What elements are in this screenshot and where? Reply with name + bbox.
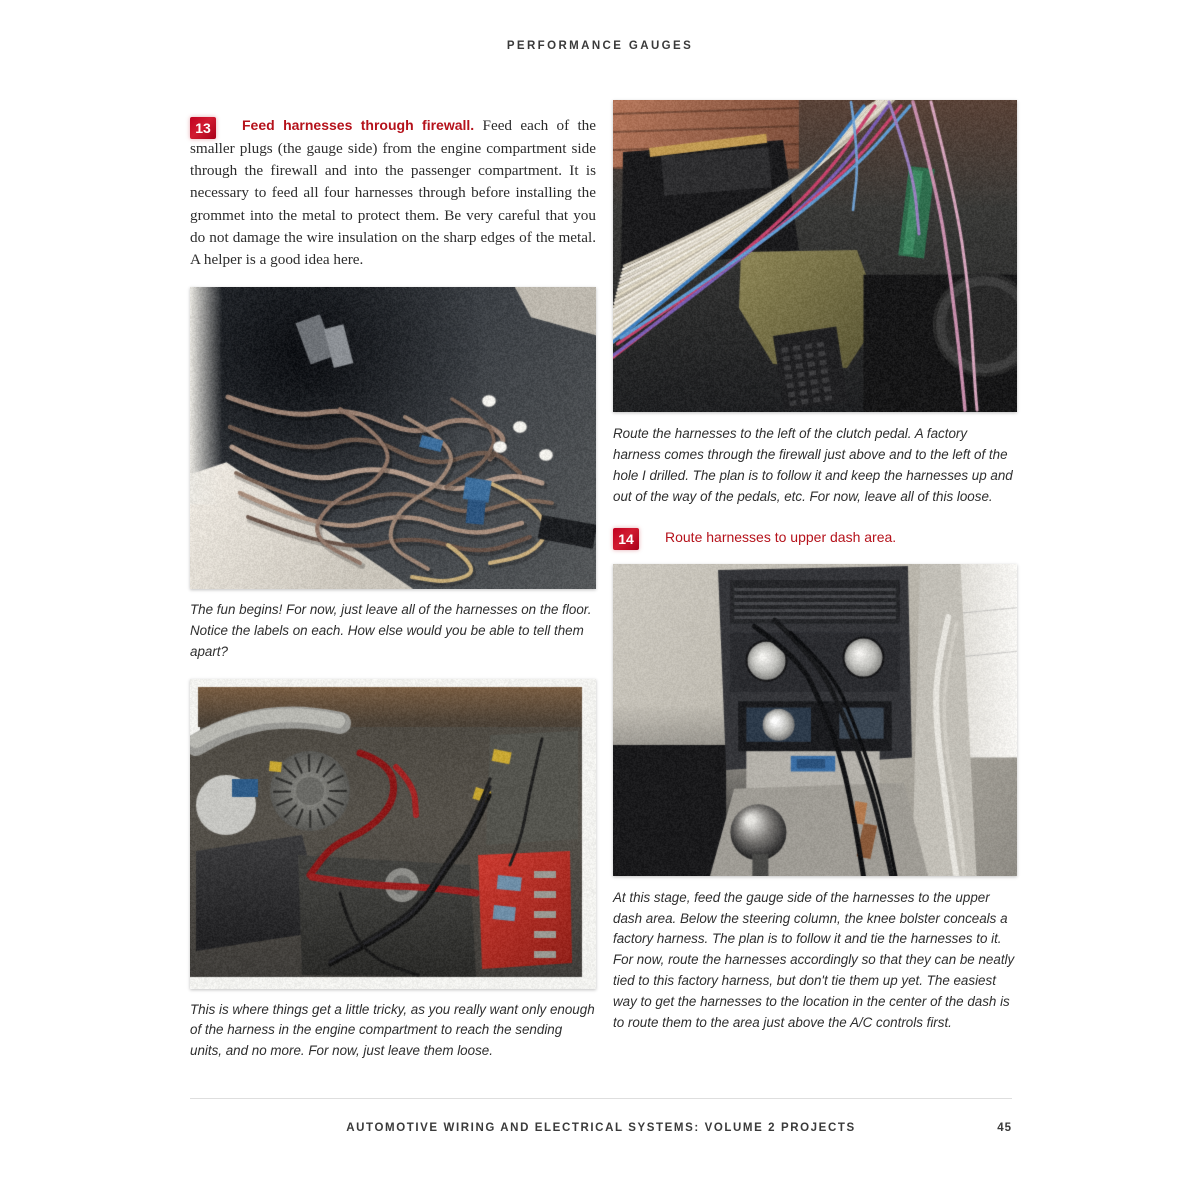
center-dash-console-photo bbox=[613, 564, 1017, 876]
step-number-badge-13: 13 bbox=[190, 117, 216, 139]
caption-harnesses-on-floorboard: The fun begins! For now, just leave all of the harnesses on the floor. Notice the labels on each. How else would you be able to tell them apart? bbox=[190, 601, 592, 659]
step-13-text: Feed each of the smaller plugs (the gauge side) from the engine compartment side through the firewall and into the passenger compartment. It is necessary to feed all four harnesses through before installing the grommet into the metal to protect them. Be very careful that you do not damage the wire insulation on the sharp edges of the metal. A helper is a good idea here. bbox=[190, 117, 596, 269]
engine-compartment-photo bbox=[190, 679, 596, 989]
left-column bbox=[190, 100, 596, 1062]
wires-past-clutch-pedal-photo bbox=[613, 100, 1017, 412]
footer-divider bbox=[190, 1098, 1012, 1099]
step-14-block bbox=[613, 526, 1017, 552]
footer-title: AUTOMOTIVE WIRING AND ELECTRICAL SYSTEMS: VOLUME 2 PROJECTS bbox=[346, 1122, 856, 1134]
caption-clutch-pedal-routing: Route the harnesses to the left of the clutch pedal. A factory harness comes through the firewall just above and to the left of the hole I drilled. The plan is to follow it and keep the harnesses up and out of the way of the pedals, etc. For now, leave all of this loose. bbox=[613, 426, 1013, 504]
right-column bbox=[613, 100, 1017, 1034]
running-head: PERFORMANCE GAUGES bbox=[506, 40, 694, 52]
caption-upper-dash-routing: At this stage, feed the gauge side of the harnesses to the upper dash area. Below the steering column, the knee bolster conceals a factory harness. The plan is to follow it and tie the harnesses to it. For now, route the harnesses accordingly so that they can be neatly tied to this factory harness, but don't tie them up yet. The easiest way to get the harnesses to the location in the center of the dash is to route them to the area just above the A/C controls first. bbox=[613, 889, 1015, 1031]
footer-page-number: 45 bbox=[997, 1122, 1012, 1134]
step-14-lead: Route harnesses to upper dash area. bbox=[665, 528, 897, 545]
step-13-lead: Feed harnesses through firewall. bbox=[242, 117, 475, 134]
caption-engine-compartment: This is where things get a little tricky, as you really want only enough of the harness in the engine compartment to reach the sending units, and no more. For now, just leave them loose. bbox=[190, 1001, 595, 1059]
step-13-block bbox=[190, 115, 596, 271]
step-number-badge-14: 14 bbox=[613, 528, 639, 550]
step-13-paragraph bbox=[190, 115, 596, 271]
harnesses-on-floorboard-photo bbox=[190, 287, 596, 589]
page-footer bbox=[190, 1122, 1012, 1134]
